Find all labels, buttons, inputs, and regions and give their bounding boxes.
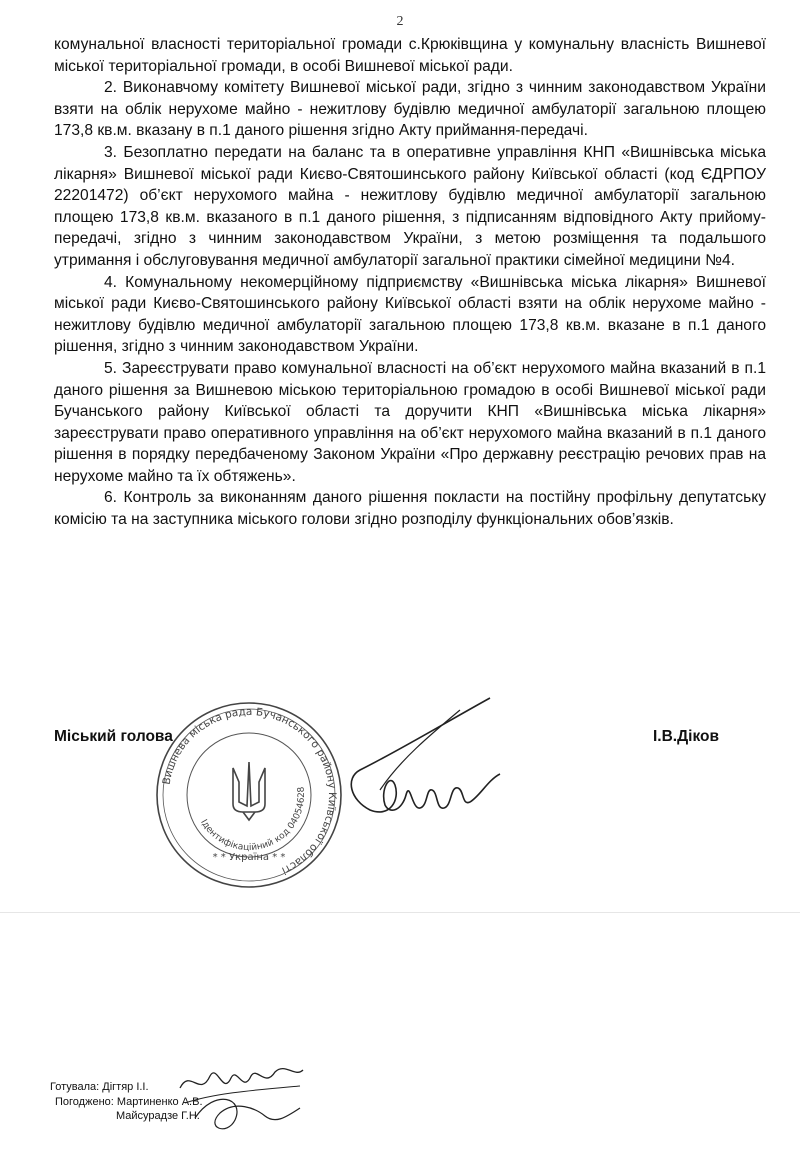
page-divider <box>0 912 800 913</box>
signatory-position: Міський голова <box>54 728 173 745</box>
decision-body <box>54 34 766 531</box>
agreed-by: Погоджено: Мартиненко А.В. <box>55 1095 203 1108</box>
initials-signature-icon <box>175 1058 305 1138</box>
paragraph-3: 3. Безоплатно передати на баланс та в оперативне управління КНП «Вишнівська міська лікарня» Вишневої міської ради Києво-Святошинського району Київської області (код ЄДРПОУ 22201472) об’єкт нерухомого майна - нежитлову будівлю медичної амбулаторії загальною площею 173,8 кв.м. вказаного в п.1 даного рішення, з підписанням відповідного Акту прийому-передачі, згідно з чинним законодавством України, з метою розміщення та подальшого утримання і обслуговування медичної амбулаторії загальної практики сімейної медицини №4. <box>54 143 766 269</box>
stamp-outer-text: Вишнева міська рада Бучанського району Київської області <box>160 705 339 877</box>
page-number: 2 <box>396 14 404 29</box>
paragraph-4: 4. Комунальному некомерційному підприємству «Вишнівська міська лікарня» Вишневої міської ради Києво-Святошинського району Київської області взяти на облік нерухоме майно - нежитлову будівлю медичної амбулаторії загальною площею 173,8 кв.м. вказане в п.1 даного рішення, згідно з чинним законодавством України. <box>54 273 766 356</box>
paragraph-continuation: комунальної власності територіальної громади с.Крюківщина у комунальну власність Вишневої міської територіальної громади, в особі Вишневої міської ради. <box>54 36 766 75</box>
paragraph-5: 5. Зареєструвати право комунальної власності на об’єкт нерухомого майна вказаний в п.1 даного рішення за Вишневою міською територіальною громадою в особі Вишневої міської ради Бучанського району Київської області та доручити КНП «Вишнівська міська лікарня» зареєструвати право оперативного управління на об’єкт нерухомого майна вказаний в п.1 даного рішення в порядку передбаченому Законом України «Про державну реєстрацію речових прав на нерухоме майно та їх обтяжень». <box>54 359 766 485</box>
handwritten-signature-icon <box>340 690 510 830</box>
paragraph-2: 2. Виконавчому комітету Вишневої міської ради, згідно з чинним законодавством України взяти на облік нерухоме майно - нежитлову будівлю медичної амбулаторії загальною площею 173,8 кв.м. вказану в п.1 даного рішення згідно Акту приймання-передачі. <box>54 79 766 140</box>
svg-text:Ідентифікаційний код 04054628 <box>198 786 307 853</box>
stamp-inner-text: Ідентифікаційний код 04054628 <box>198 786 308 854</box>
official-stamp-icon <box>154 700 344 890</box>
signatory-name: І.В.Діков <box>652 728 719 745</box>
stamp-bottom-text: * * Україна * * <box>212 852 286 863</box>
agreed-by-2: Майсурадзе Г.Н. <box>116 1110 200 1122</box>
paragraph-6: 6. Контроль за виконанням даного рішення покласти на постійну профільну депутатську комісію та на заступника міського голови згідно розподілу функціональних обов’язків. <box>54 489 766 529</box>
prepared-by: Готувала: Дігтяр І.І. <box>50 1081 149 1093</box>
